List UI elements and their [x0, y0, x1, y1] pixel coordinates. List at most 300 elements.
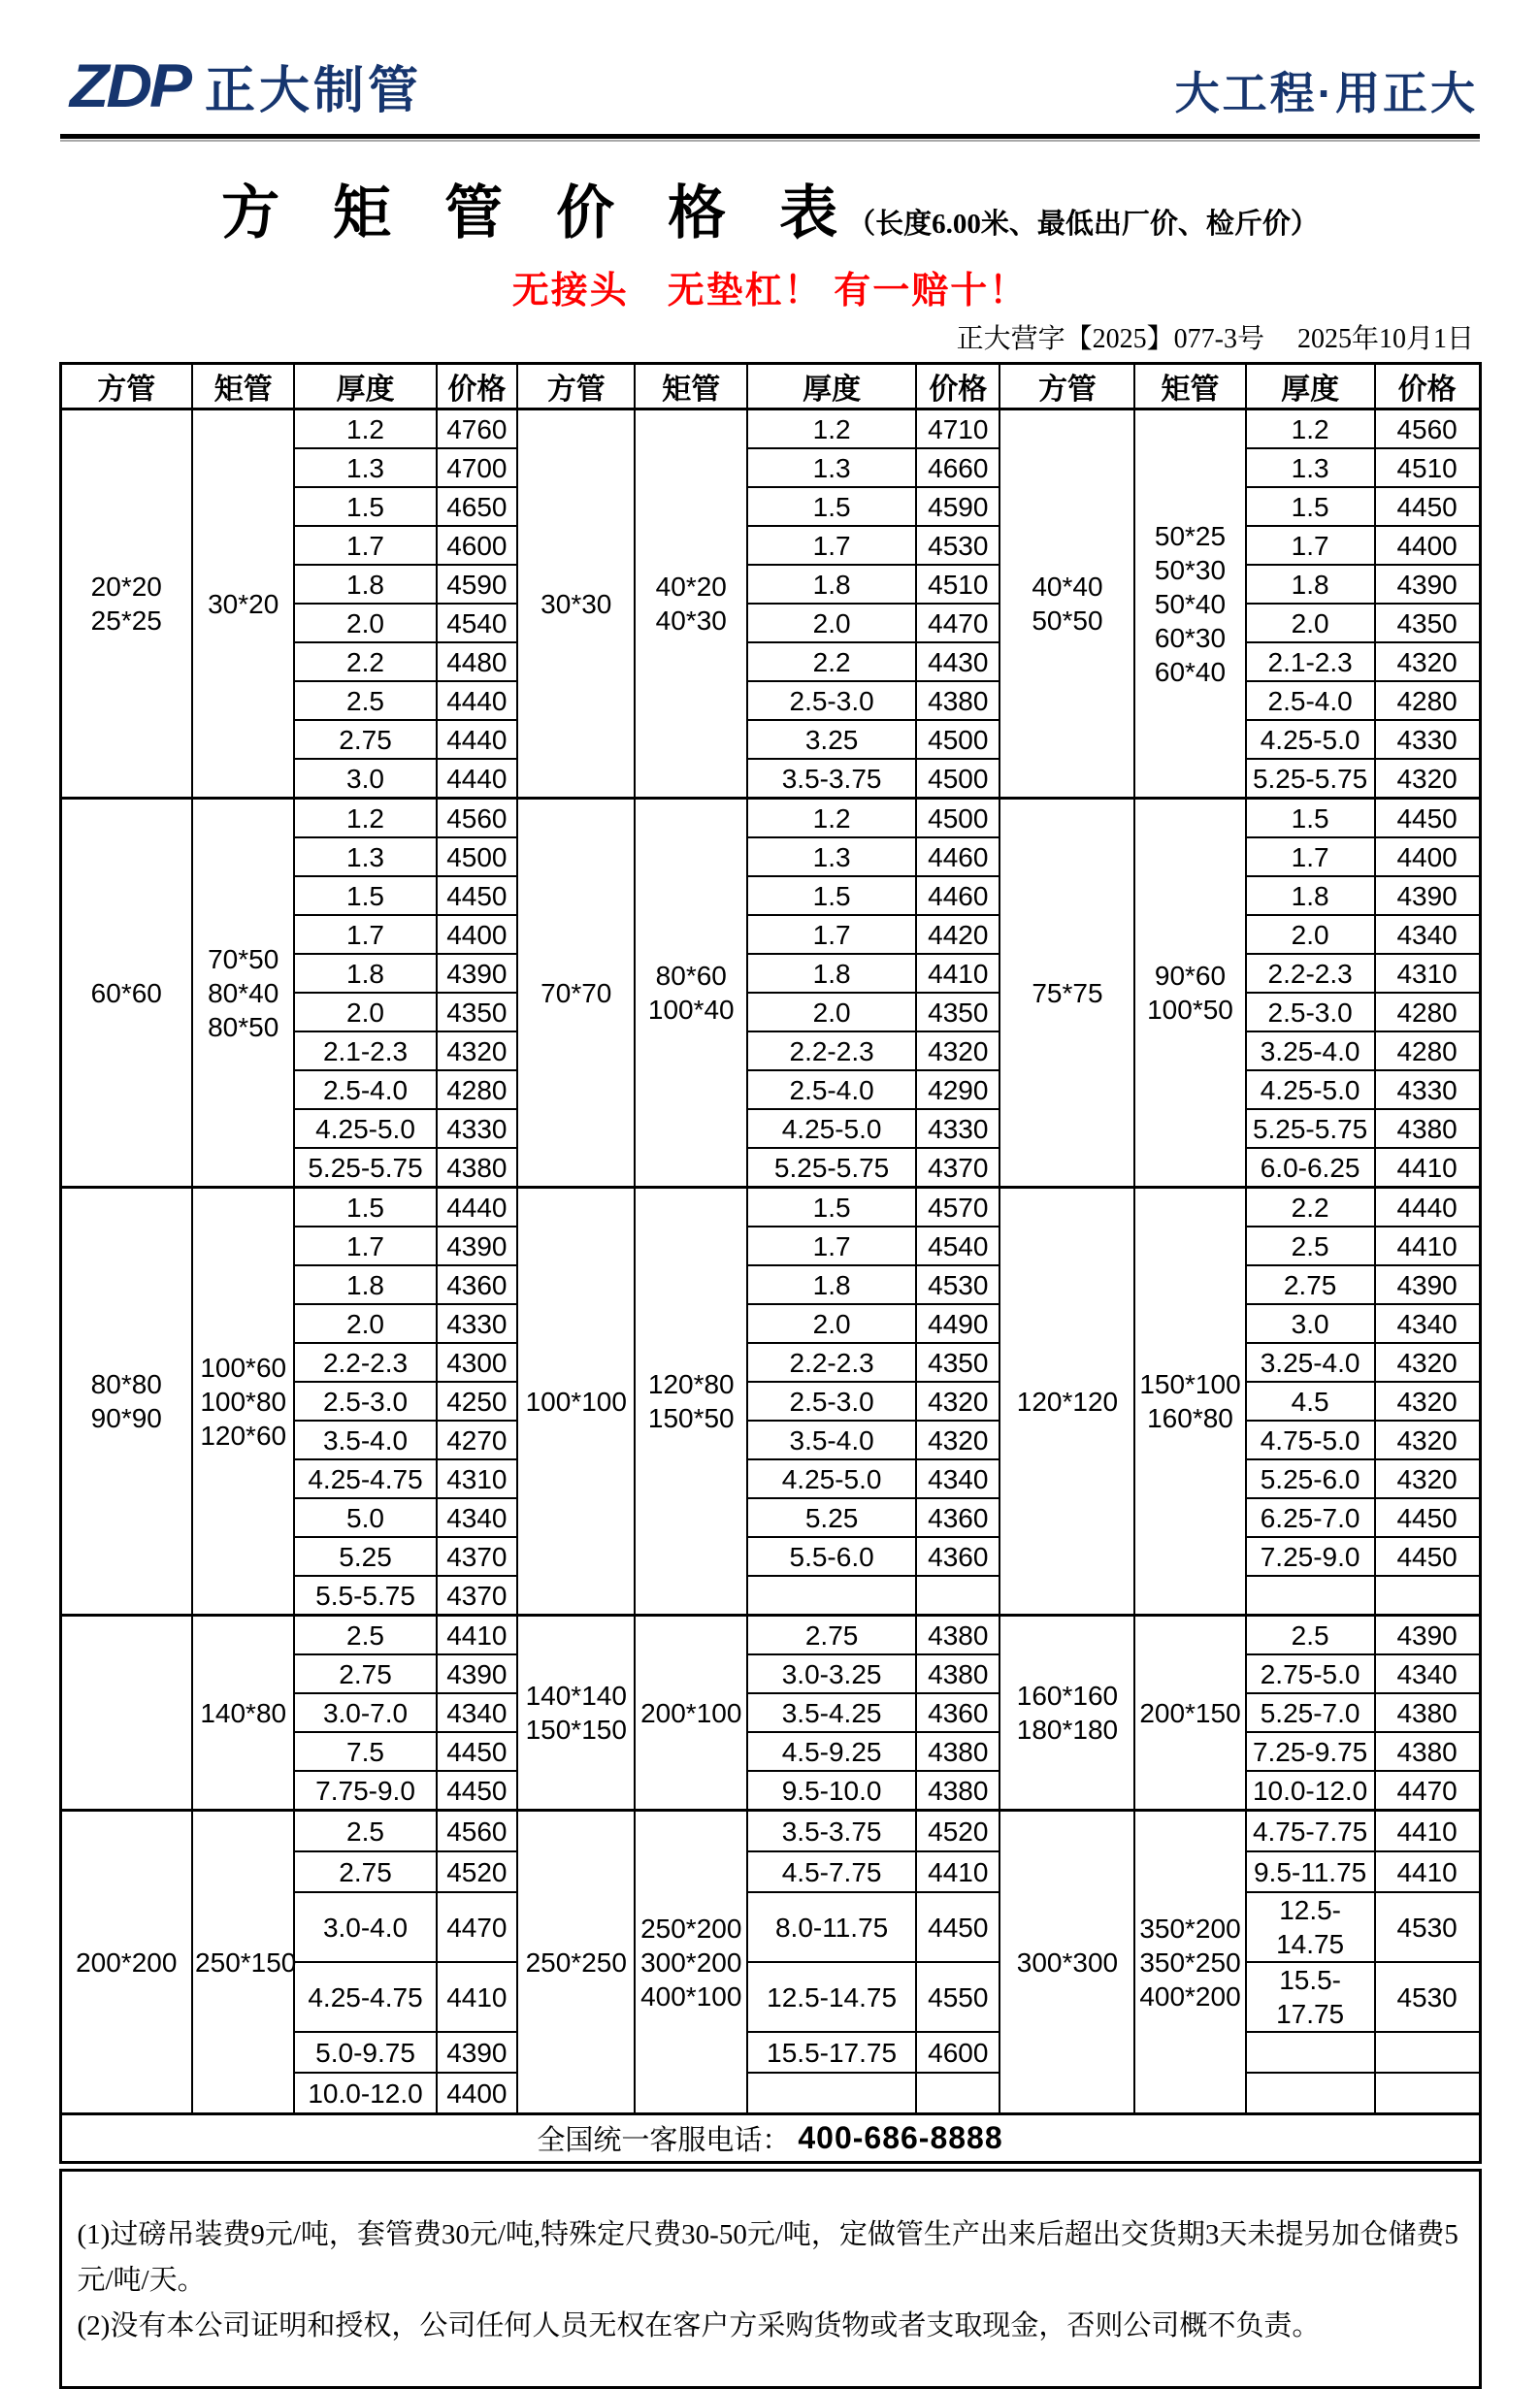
- rect-pipe-size-cell: 90*60 100*50: [1134, 799, 1245, 1188]
- price-cell: 4400: [437, 915, 517, 954]
- price-cell: 4450: [1375, 799, 1480, 838]
- price-cell: 4410: [1375, 1227, 1480, 1265]
- thickness-cell: 2.2-2.3: [294, 1343, 436, 1382]
- price-cell: 4350: [437, 993, 517, 1031]
- price-cell: 4300: [437, 1343, 517, 1382]
- thickness-cell: 1.5: [294, 876, 436, 915]
- price-cell: 4280: [1375, 993, 1480, 1031]
- price-cell: 4270: [437, 1421, 517, 1459]
- price-cell: 4350: [1375, 604, 1480, 642]
- price-cell: 4320: [1375, 1382, 1480, 1421]
- price-cell: 4320: [1375, 1343, 1480, 1382]
- thickness-cell: 1.2: [747, 799, 916, 838]
- square-pipe-size-cell: 200*200: [60, 1811, 192, 2114]
- company-name: 正大制管: [205, 63, 423, 119]
- thickness-cell: 3.5-4.0: [747, 1421, 916, 1459]
- thickness-cell: 1.7: [747, 526, 916, 565]
- note-2: (2)没有本公司证明和授权，公司任何人员无权在客户方采购货物或者支取现金，否则公司概不负责。: [77, 2309, 1321, 2341]
- thickness-cell: 1.7: [1246, 526, 1375, 565]
- col-header: 矩管: [635, 364, 747, 409]
- zdp-logo-icon: ZDP: [70, 50, 189, 120]
- price-cell: 4440: [437, 1188, 517, 1227]
- thickness-cell: 1.8: [1246, 565, 1375, 604]
- col-header: 矩管: [1134, 364, 1245, 409]
- thickness-cell: 2.75-5.0: [1246, 1654, 1375, 1693]
- thickness-cell: 3.25-4.0: [1246, 1031, 1375, 1070]
- price-cell: 4320: [916, 1382, 999, 1421]
- thickness-cell: 9.5-11.75: [1246, 1851, 1375, 1892]
- price-cell: [916, 1576, 999, 1616]
- price-cell: 4400: [1375, 837, 1480, 876]
- price-cell: 4320: [916, 1031, 999, 1070]
- square-pipe-size-cell: 30*30: [517, 409, 635, 799]
- col-header: 价格: [916, 364, 999, 409]
- thickness-cell: 2.5: [294, 1811, 436, 1852]
- price-cell: 4330: [437, 1304, 517, 1343]
- price-cell: 4390: [1375, 876, 1480, 915]
- price-cell: 4380: [1375, 1109, 1480, 1148]
- thickness-cell: 2.75: [294, 1851, 436, 1892]
- thickness-cell: [1246, 2032, 1375, 2073]
- thickness-cell: 15.5-17.75: [747, 2032, 916, 2073]
- thickness-cell: 3.5-3.75: [747, 1811, 916, 1852]
- thickness-cell: 2.5: [1246, 1227, 1375, 1265]
- price-cell: 4380: [1375, 1732, 1480, 1771]
- thickness-cell: 1.7: [747, 915, 916, 954]
- square-pipe-size-cell: [60, 1616, 192, 1811]
- price-cell: 4320: [437, 1031, 517, 1070]
- square-pipe-size-cell: 60*60: [60, 799, 192, 1188]
- thickness-cell: 1.8: [294, 565, 436, 604]
- col-header: 方管: [60, 364, 192, 409]
- thickness-cell: 1.3: [747, 448, 916, 487]
- price-cell: 4320: [1375, 1459, 1480, 1498]
- price-cell: 4510: [1375, 448, 1480, 487]
- price-cell: 4450: [1375, 1537, 1480, 1576]
- thickness-cell: 7.5: [294, 1732, 436, 1771]
- square-pipe-size-cell: 140*140 150*150: [517, 1616, 635, 1811]
- rect-pipe-size-cell: 100*60 100*80 120*60: [192, 1188, 294, 1616]
- thickness-cell: 1.7: [1246, 837, 1375, 876]
- thickness-cell: 15.5-17.75: [1246, 1962, 1375, 2032]
- thickness-cell: 2.0: [294, 993, 436, 1031]
- square-pipe-size-cell: 120*120: [999, 1188, 1134, 1616]
- thickness-cell: 3.5-4.25: [747, 1693, 916, 1732]
- thickness-cell: 1.5: [294, 1188, 436, 1227]
- thickness-cell: 5.25-6.0: [1246, 1459, 1375, 1498]
- price-cell: 4330: [916, 1109, 999, 1148]
- price-cell: 4500: [916, 799, 999, 838]
- square-pipe-size-cell: 75*75: [999, 799, 1134, 1188]
- thickness-cell: 5.25: [747, 1498, 916, 1537]
- thickness-cell: 12.5-14.75: [1246, 1892, 1375, 1962]
- thickness-cell: 1.3: [294, 448, 436, 487]
- price-cell: 4550: [916, 1962, 999, 2032]
- thickness-cell: 6.0-6.25: [1246, 1148, 1375, 1188]
- price-cell: 4400: [437, 2073, 517, 2114]
- price-cell: 4360: [437, 1265, 517, 1304]
- col-header: 方管: [517, 364, 635, 409]
- thickness-cell: 5.25: [294, 1537, 436, 1576]
- price-cell: 4410: [1375, 1148, 1480, 1188]
- thickness-cell: 1.5: [1246, 487, 1375, 526]
- thickness-cell: 12.5-14.75: [747, 1962, 916, 2032]
- price-cell: 4450: [916, 1892, 999, 1962]
- thickness-cell: 2.5-4.0: [1246, 681, 1375, 720]
- price-cell: 4590: [916, 487, 999, 526]
- price-cell: 4310: [437, 1459, 517, 1498]
- price-cell: 4520: [437, 1851, 517, 1892]
- thickness-cell: 2.2: [1246, 1188, 1375, 1227]
- square-pipe-size-cell: 160*160 180*180: [999, 1616, 1134, 1811]
- price-cell: 4380: [916, 1616, 999, 1655]
- thickness-cell: 9.5-10.0: [747, 1771, 916, 1811]
- price-cell: 4410: [916, 1851, 999, 1892]
- thickness-cell: 3.25: [747, 720, 916, 759]
- rect-pipe-size-cell: 250*150: [192, 1811, 294, 2114]
- thickness-cell: [747, 2073, 916, 2114]
- thickness-cell: 1.8: [294, 1265, 436, 1304]
- thickness-cell: 2.75: [1246, 1265, 1375, 1304]
- thickness-cell: 3.5-3.75: [747, 759, 916, 799]
- price-cell: 4340: [1375, 915, 1480, 954]
- price-cell: 4570: [916, 1188, 999, 1227]
- thickness-cell: 5.25-7.0: [1246, 1693, 1375, 1732]
- price-cell: 4540: [437, 604, 517, 642]
- price-cell: 4370: [437, 1537, 517, 1576]
- page-title: 方 矩 管 价 格 表: [221, 181, 848, 245]
- thickness-cell: 1.8: [747, 565, 916, 604]
- thickness-cell: 7.75-9.0: [294, 1771, 436, 1811]
- square-pipe-size-cell: 80*80 90*90: [60, 1188, 192, 1616]
- thickness-cell: 1.5: [747, 1188, 916, 1227]
- thickness-cell: 1.7: [747, 1227, 916, 1265]
- price-cell: 4480: [437, 642, 517, 681]
- price-cell: 4470: [1375, 1771, 1480, 1811]
- price-cell: 4440: [1375, 1188, 1480, 1227]
- price-cell: 4390: [437, 1227, 517, 1265]
- thickness-cell: 2.2: [294, 642, 436, 681]
- document-date: 2025年10月1日: [1296, 324, 1474, 354]
- price-cell: 4320: [1375, 759, 1480, 799]
- thickness-cell: 4.5: [1246, 1382, 1375, 1421]
- document-number-line: [0, 317, 1474, 356]
- thickness-cell: 3.0-4.0: [294, 1892, 436, 1962]
- rect-pipe-size-cell: 30*20: [192, 409, 294, 799]
- price-cell: 4280: [1375, 681, 1480, 720]
- price-cell: 4520: [916, 1811, 999, 1852]
- price-cell: 4440: [437, 759, 517, 799]
- price-cell: 4360: [916, 1693, 999, 1732]
- col-header: 价格: [1375, 364, 1480, 409]
- price-cell: [1375, 2073, 1480, 2114]
- price-cell: 4450: [437, 876, 517, 915]
- price-cell: 4410: [1375, 1851, 1480, 1892]
- thickness-cell: 2.5: [294, 681, 436, 720]
- thickness-cell: 1.7: [294, 915, 436, 954]
- price-cell: 4380: [916, 1654, 999, 1693]
- rect-pipe-size-cell: 150*100 160*80: [1134, 1188, 1245, 1616]
- price-cell: 4360: [916, 1537, 999, 1576]
- thickness-cell: 2.1-2.3: [294, 1031, 436, 1070]
- thickness-cell: 1.2: [747, 409, 916, 449]
- price-cell: 4450: [1375, 1498, 1480, 1537]
- price-cell: 4430: [916, 642, 999, 681]
- col-header: 厚度: [747, 364, 916, 409]
- thickness-cell: 1.7: [294, 526, 436, 565]
- rect-pipe-size-cell: 40*20 40*30: [635, 409, 747, 799]
- price-cell: 4530: [1375, 1962, 1480, 2032]
- price-cell: 4660: [916, 448, 999, 487]
- rect-pipe-size-cell: 80*60 100*40: [635, 799, 747, 1188]
- price-cell: 4330: [1375, 1070, 1480, 1109]
- price-cell: 4370: [437, 1576, 517, 1616]
- price-cell: 4400: [1375, 526, 1480, 565]
- thickness-cell: 1.5: [1246, 799, 1375, 838]
- price-cell: 4380: [437, 1148, 517, 1188]
- thickness-cell: 2.0: [294, 604, 436, 642]
- thickness-cell: 5.5-5.75: [294, 1576, 436, 1616]
- service-phone-row: [59, 2115, 1482, 2164]
- price-cell: 4410: [437, 1962, 517, 2032]
- thickness-cell: 1.8: [1246, 876, 1375, 915]
- thickness-cell: 5.0: [294, 1498, 436, 1537]
- thickness-cell: 2.75: [294, 1654, 436, 1693]
- price-table: [59, 362, 1482, 2115]
- thickness-cell: 2.2: [747, 642, 916, 681]
- price-cell: [916, 2073, 999, 2114]
- thickness-cell: 2.5-3.0: [1246, 993, 1375, 1031]
- price-cell: 4560: [437, 799, 517, 838]
- thickness-cell: 7.25-9.75: [1246, 1732, 1375, 1771]
- price-cell: 4420: [916, 915, 999, 954]
- price-cell: 4390: [1375, 565, 1480, 604]
- price-cell: 4340: [1375, 1654, 1480, 1693]
- rect-pipe-size-cell: 70*50 80*40 80*50: [192, 799, 294, 1188]
- price-cell: 4440: [437, 681, 517, 720]
- thickness-cell: [1246, 1576, 1375, 1616]
- thickness-cell: 2.0: [747, 604, 916, 642]
- thickness-cell: 2.75: [294, 720, 436, 759]
- price-cell: 4530: [916, 526, 999, 565]
- price-cell: 4320: [1375, 642, 1480, 681]
- thickness-cell: 2.5-3.0: [294, 1382, 436, 1421]
- price-cell: 4340: [437, 1693, 517, 1732]
- thickness-cell: 2.2-2.3: [747, 1343, 916, 1382]
- square-pipe-size-cell: 100*100: [517, 1188, 635, 1616]
- thickness-cell: [1246, 2073, 1375, 2114]
- price-cell: 4760: [437, 409, 517, 449]
- brand-slogan: 大工程·用正大: [1174, 68, 1478, 118]
- price-cell: 4560: [437, 1811, 517, 1852]
- thickness-cell: 5.25-5.75: [1246, 1109, 1375, 1148]
- price-cell: 4360: [916, 1498, 999, 1537]
- rect-pipe-size-cell: 250*200 300*200 400*100: [635, 1811, 747, 2114]
- price-cell: 4310: [1375, 954, 1480, 993]
- thickness-cell: 2.0: [747, 1304, 916, 1343]
- thickness-cell: 4.75-5.0: [1246, 1421, 1375, 1459]
- price-cell: 4540: [916, 1227, 999, 1265]
- rect-pipe-size-cell: 140*80: [192, 1616, 294, 1811]
- thickness-cell: 5.5-6.0: [747, 1537, 916, 1576]
- thickness-cell: 2.5-4.0: [294, 1070, 436, 1109]
- square-pipe-size-cell: 300*300: [999, 1811, 1134, 2114]
- thickness-cell: 10.0-12.0: [1246, 1771, 1375, 1811]
- thickness-cell: 6.25-7.0: [1246, 1498, 1375, 1537]
- price-cell: 4390: [1375, 1265, 1480, 1304]
- col-header: 厚度: [1246, 364, 1375, 409]
- price-cell: 4710: [916, 409, 999, 449]
- price-cell: 4500: [437, 837, 517, 876]
- thickness-cell: 4.5-9.25: [747, 1732, 916, 1771]
- price-cell: 4410: [916, 954, 999, 993]
- thickness-cell: 2.0: [1246, 915, 1375, 954]
- thickness-cell: 4.5-7.75: [747, 1851, 916, 1892]
- thickness-cell: 4.75-7.75: [1246, 1811, 1375, 1852]
- price-cell: 4410: [1375, 1811, 1480, 1852]
- thickness-cell: 2.75: [747, 1616, 916, 1655]
- col-header: 价格: [437, 364, 517, 409]
- thickness-cell: 10.0-12.0: [294, 2073, 436, 2114]
- thickness-cell: 2.5-3.0: [747, 681, 916, 720]
- thickness-cell: 4.25-5.0: [294, 1109, 436, 1148]
- price-cell: [1375, 1576, 1480, 1616]
- price-cell: 4560: [1375, 409, 1480, 449]
- thickness-cell: 2.0: [294, 1304, 436, 1343]
- thickness-cell: 5.25-5.75: [1246, 759, 1375, 799]
- price-cell: 4370: [916, 1148, 999, 1188]
- price-cell: 4350: [916, 993, 999, 1031]
- price-cell: 4600: [437, 526, 517, 565]
- note-1: (1)过磅吊装费9元/吨，套管费30元/吨,特殊定尺费30-50元/吨，定做管生产出来后超出交货期3天未提另加仓储费5元/吨/天。: [77, 2219, 1458, 2296]
- thickness-cell: 1.5: [294, 487, 436, 526]
- price-cell: 4390: [437, 2032, 517, 2073]
- price-cell: 4330: [1375, 720, 1480, 759]
- price-cell: 4250: [437, 1382, 517, 1421]
- price-cell: 4490: [916, 1304, 999, 1343]
- thickness-cell: 1.3: [1246, 448, 1375, 487]
- thickness-cell: 7.25-9.0: [1246, 1537, 1375, 1576]
- square-pipe-size-cell: 250*250: [517, 1811, 635, 2114]
- price-cell: 4380: [1375, 1693, 1480, 1732]
- thickness-cell: 2.2-2.3: [747, 1031, 916, 1070]
- price-cell: 4380: [916, 1771, 999, 1811]
- thickness-cell: 3.5-4.0: [294, 1421, 436, 1459]
- price-cell: 4500: [916, 720, 999, 759]
- document-number: 正大营字【2025】077-3号: [956, 324, 1264, 354]
- thickness-cell: 2.1-2.3: [1246, 642, 1375, 681]
- thickness-cell: 1.2: [1246, 409, 1375, 449]
- price-cell: 4290: [916, 1070, 999, 1109]
- rect-pipe-size-cell: 350*200 350*250 400*200: [1134, 1811, 1245, 2114]
- price-cell: 4340: [916, 1459, 999, 1498]
- rect-pipe-size-cell: 120*80 150*50: [635, 1188, 747, 1616]
- price-cell: 4700: [437, 448, 517, 487]
- rect-pipe-size-cell: 200*150: [1134, 1616, 1245, 1811]
- header-divider: [60, 134, 1480, 139]
- thickness-cell: 3.25-4.0: [1246, 1343, 1375, 1382]
- col-header: 方管: [999, 364, 1134, 409]
- thickness-cell: 2.2-2.3: [1246, 954, 1375, 993]
- price-cell: [1375, 2032, 1480, 2073]
- thickness-cell: 8.0-11.75: [747, 1892, 916, 1962]
- price-cell: 4470: [437, 1892, 517, 1962]
- thickness-cell: 3.0: [294, 759, 436, 799]
- square-pipe-size-cell: 40*40 50*50: [999, 409, 1134, 799]
- price-cell: 4450: [437, 1771, 517, 1811]
- thickness-cell: 4.25-5.0: [747, 1109, 916, 1148]
- thickness-cell: 1.5: [747, 487, 916, 526]
- thickness-cell: 5.25-5.75: [747, 1148, 916, 1188]
- thickness-cell: 3.0-3.25: [747, 1654, 916, 1693]
- price-cell: 4450: [1375, 487, 1480, 526]
- thickness-cell: 4.25-4.75: [294, 1459, 436, 1498]
- thickness-cell: 4.25-4.75: [294, 1962, 436, 2032]
- thickness-cell: 2.5: [294, 1616, 436, 1655]
- price-cell: 4320: [1375, 1421, 1480, 1459]
- company-logo: [70, 49, 422, 122]
- service-phone-label: 全国统一客服电话：: [537, 2125, 791, 2156]
- square-pipe-size-cell: 70*70: [517, 799, 635, 1188]
- price-cell: 4280: [437, 1070, 517, 1109]
- price-cell: 4460: [916, 837, 999, 876]
- price-cell: 4500: [916, 759, 999, 799]
- price-cell: 4390: [1375, 1616, 1480, 1655]
- thickness-cell: 5.0-9.75: [294, 2032, 436, 2073]
- thickness-cell: 2.0: [747, 993, 916, 1031]
- price-cell: 4650: [437, 487, 517, 526]
- thickness-cell: 1.8: [747, 1265, 916, 1304]
- thickness-cell: 1.5: [747, 876, 916, 915]
- service-phone-number: 400-686-8888: [798, 2120, 1003, 2155]
- notes-box: [59, 2169, 1482, 2389]
- thickness-cell: 3.0-7.0: [294, 1693, 436, 1732]
- price-cell: 4510: [916, 565, 999, 604]
- thickness-cell: 5.25-5.75: [294, 1148, 436, 1188]
- price-cell: 4390: [437, 1654, 517, 1693]
- thickness-cell: 1.8: [294, 954, 436, 993]
- thickness-cell: 4.25-5.0: [1246, 1070, 1375, 1109]
- col-header: 矩管: [192, 364, 294, 409]
- rect-pipe-size-cell: 50*25 50*30 50*40 60*30 60*40: [1134, 409, 1245, 799]
- thickness-cell: 2.0: [1246, 604, 1375, 642]
- price-cell: 4590: [437, 565, 517, 604]
- thickness-cell: 1.3: [747, 837, 916, 876]
- price-cell: 4380: [916, 681, 999, 720]
- thickness-cell: 1.8: [747, 954, 916, 993]
- promo-banner: 无接头 无垫杠！ 有一赔十！: [511, 271, 1029, 311]
- price-cell: 4380: [916, 1732, 999, 1771]
- price-cell: 4600: [916, 2032, 999, 2073]
- price-cell: 4410: [437, 1616, 517, 1655]
- col-header: 厚度: [294, 364, 436, 409]
- square-pipe-size-cell: 20*20 25*25: [60, 409, 192, 799]
- thickness-cell: 1.2: [294, 409, 436, 449]
- thickness-cell: 1.2: [294, 799, 436, 838]
- thickness-cell: 1.7: [294, 1227, 436, 1265]
- header-divider-shadow: [60, 140, 1480, 142]
- thickness-cell: 3.0: [1246, 1304, 1375, 1343]
- thickness-cell: 2.5-3.0: [747, 1382, 916, 1421]
- brand-bar: [0, 0, 1540, 134]
- price-cell: 4390: [437, 954, 517, 993]
- price-cell: 4460: [916, 876, 999, 915]
- thickness-cell: 4.25-5.0: [747, 1459, 916, 1498]
- price-cell: 4340: [437, 1498, 517, 1537]
- thickness-cell: 1.3: [294, 837, 436, 876]
- thickness-cell: [747, 1576, 916, 1616]
- price-cell: 4340: [1375, 1304, 1480, 1343]
